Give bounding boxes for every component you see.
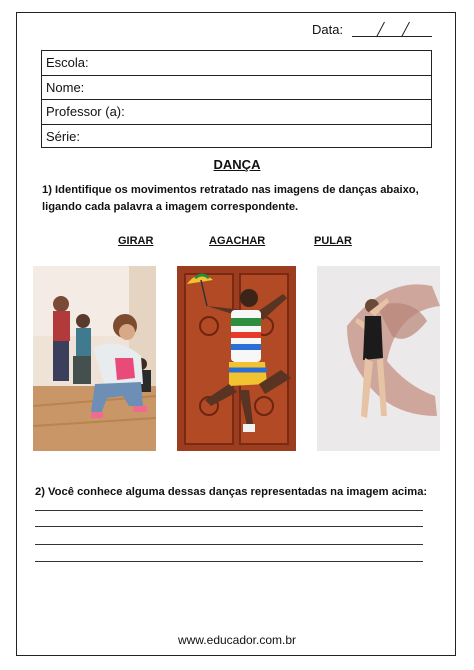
word-label-girar: GIRAR: [118, 235, 154, 247]
date-label: Data:: [312, 22, 344, 37]
answer-line: [35, 561, 423, 562]
name-field: Nome:: [42, 76, 431, 101]
answer-line: [35, 544, 423, 545]
question-2: 2) Você conhece alguma dessas danças representadas na imagem acima:: [35, 486, 428, 498]
photo-crouching-dancers: [33, 266, 156, 451]
question-1: 1) Identifique os movimentos retratado nas imagens de danças abaixo, ligando cada palavra a imagem correspondente.: [42, 184, 419, 213]
photo-spinning-dancer: [317, 266, 440, 451]
answer-line: [35, 526, 423, 527]
teacher-field: Professor (a):: [42, 100, 431, 125]
grade-field: Série:: [46, 128, 80, 144]
date-field-line: [352, 36, 432, 37]
student-info-box: [41, 50, 432, 148]
footer-url: www.educador.com.br: [177, 633, 297, 647]
school-field: Escola:: [42, 51, 431, 76]
photo-jumping-dancer: [177, 266, 296, 451]
page-title: DANÇA: [213, 157, 261, 172]
word-label-pular: PULAR: [314, 235, 352, 247]
word-label-agachar: AGACHAR: [209, 235, 266, 247]
answer-line: [35, 510, 423, 511]
